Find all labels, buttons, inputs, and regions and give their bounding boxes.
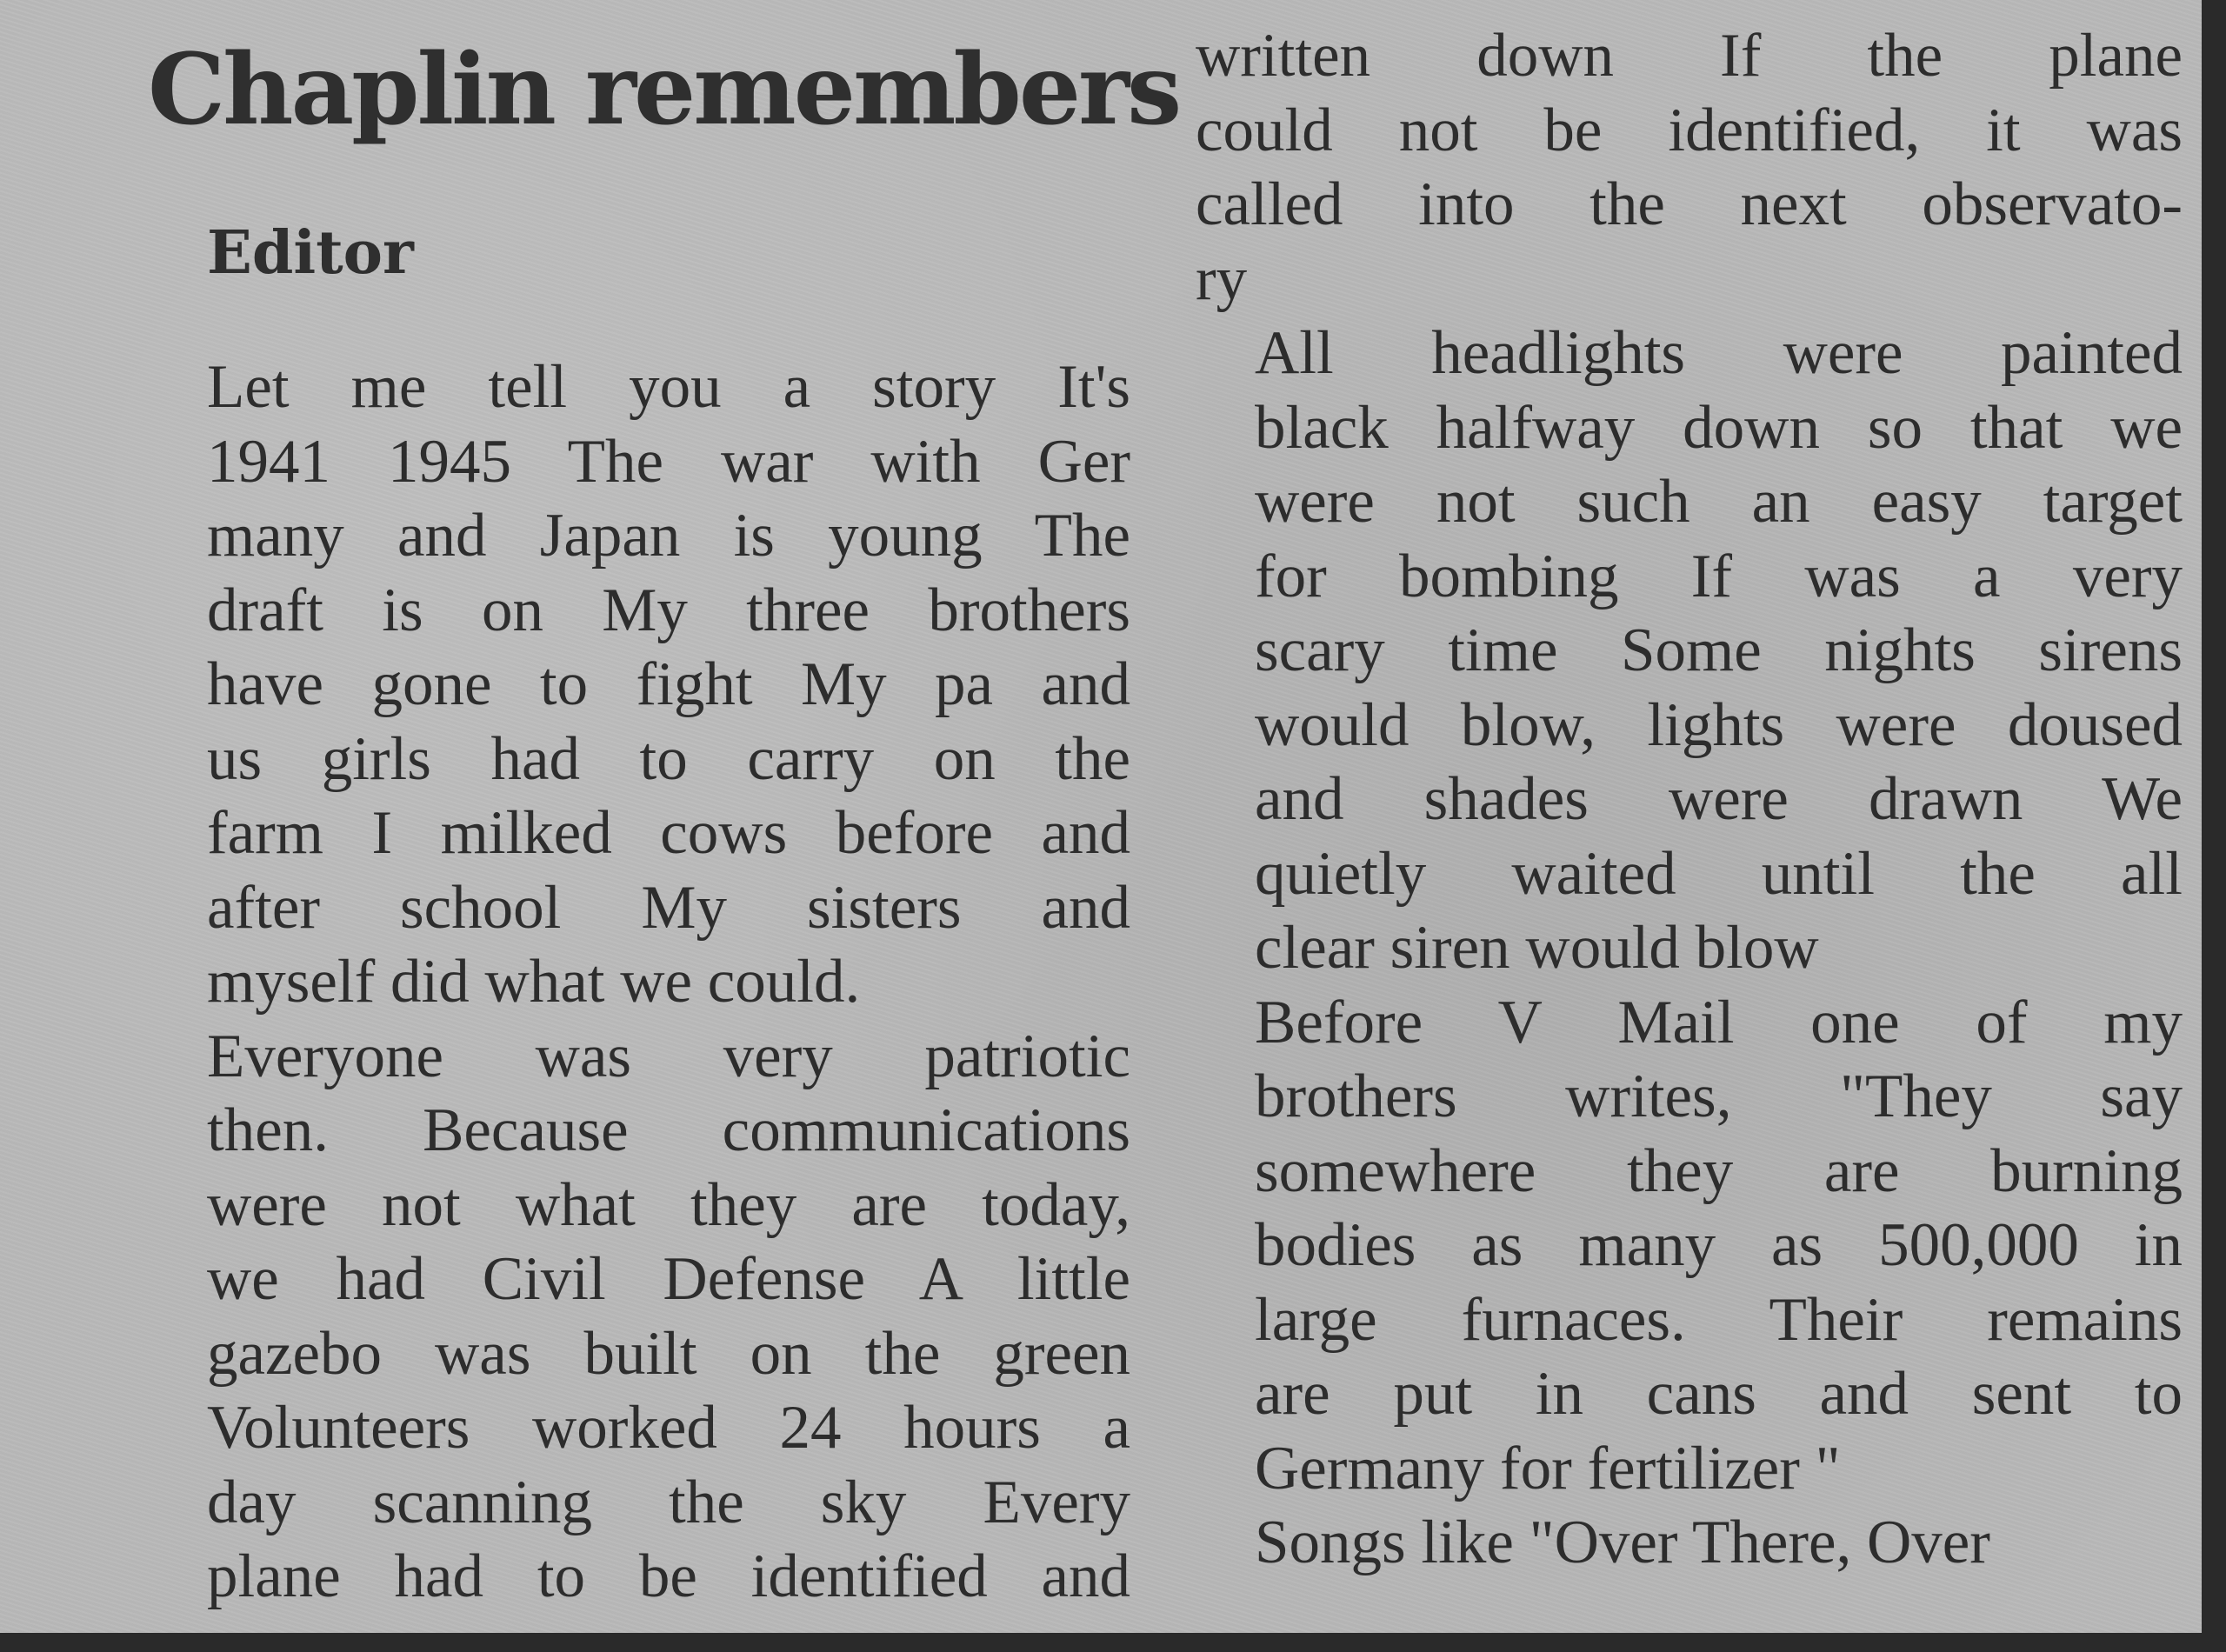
right-column-body xyxy=(1196,19,2183,1581)
left-column-body xyxy=(148,350,1130,1615)
text-line: large furnaces. Their remains xyxy=(1255,1285,2183,1354)
text-line: ry xyxy=(1196,244,1248,313)
article-headline: Chaplin remembers xyxy=(148,33,1180,147)
paragraph xyxy=(148,350,1130,1020)
text-line: were not such an easy target xyxy=(1255,468,2183,536)
paragraph xyxy=(148,1020,1130,1615)
text-line: All headlights were painted xyxy=(1255,319,2183,387)
text-line: us girls had to carry on the xyxy=(207,724,1130,793)
text-line: after school My sisters and xyxy=(207,873,1130,942)
text-line: somewhere they are burning xyxy=(1255,1136,2183,1205)
text-line: could not be identified, it was xyxy=(1196,96,2183,164)
text-line: were not what they are today, xyxy=(207,1170,1130,1239)
text-line: scary time Some nights sirens xyxy=(1255,616,2183,684)
text-line: Before V Mail one of my xyxy=(1255,988,2183,1056)
text-line: Volunteers worked 24 hours a xyxy=(207,1394,1130,1462)
text-line: quietly waited until the all xyxy=(1255,839,2183,908)
text-line: written down If the plane xyxy=(1196,22,2183,90)
text-line: myself did what we could. xyxy=(207,948,861,1016)
text-line: day scanning the sky Every xyxy=(207,1468,1130,1536)
text-line: Songs like "Over There, Over xyxy=(1255,1509,1990,1576)
text-line: clear siren would blow xyxy=(1255,914,1819,982)
paragraph xyxy=(1196,316,2183,986)
text-line: Germany for fertilizer " xyxy=(1255,1434,1841,1502)
text-line: many and Japan is young The xyxy=(207,502,1130,570)
paragraph xyxy=(1196,986,2183,1507)
paragraph xyxy=(1196,1506,2183,1581)
right-column xyxy=(1196,0,2183,1581)
text-line: we had Civil Defense A little xyxy=(207,1245,1130,1313)
text-line: plane had to be identified and xyxy=(207,1542,1130,1610)
text-line: bodies as many as 500,000 in xyxy=(1255,1211,2183,1279)
text-line: and shades were drawn We xyxy=(1255,765,2183,833)
text-line: black halfway down so that we xyxy=(1255,393,2183,462)
text-line: are put in cans and sent to xyxy=(1255,1360,2183,1428)
text-line: farm I milked cows before and xyxy=(207,799,1130,867)
text-line: Everyone was very patriotic xyxy=(207,1022,1130,1090)
text-line: 1941 1945 The war with Ger xyxy=(207,427,1130,496)
text-line: called into the next observato- xyxy=(1196,170,2183,238)
text-line: draft is on My three brothers xyxy=(207,576,1130,644)
text-line: Let me tell you a story It's xyxy=(207,353,1130,421)
text-line: have gone to fight My pa and xyxy=(207,650,1130,718)
text-line: gazebo was built on the green xyxy=(207,1319,1130,1388)
text-line: for bombing If was a very xyxy=(1255,542,2183,610)
text-line: would blow, lights were doused xyxy=(1255,690,2183,759)
salutation: Editor xyxy=(207,218,414,288)
paragraph xyxy=(1196,19,2183,316)
left-column xyxy=(148,0,1180,1615)
text-line: then. Because communications xyxy=(207,1096,1130,1164)
text-line: brothers writes, "They say xyxy=(1255,1062,2183,1130)
